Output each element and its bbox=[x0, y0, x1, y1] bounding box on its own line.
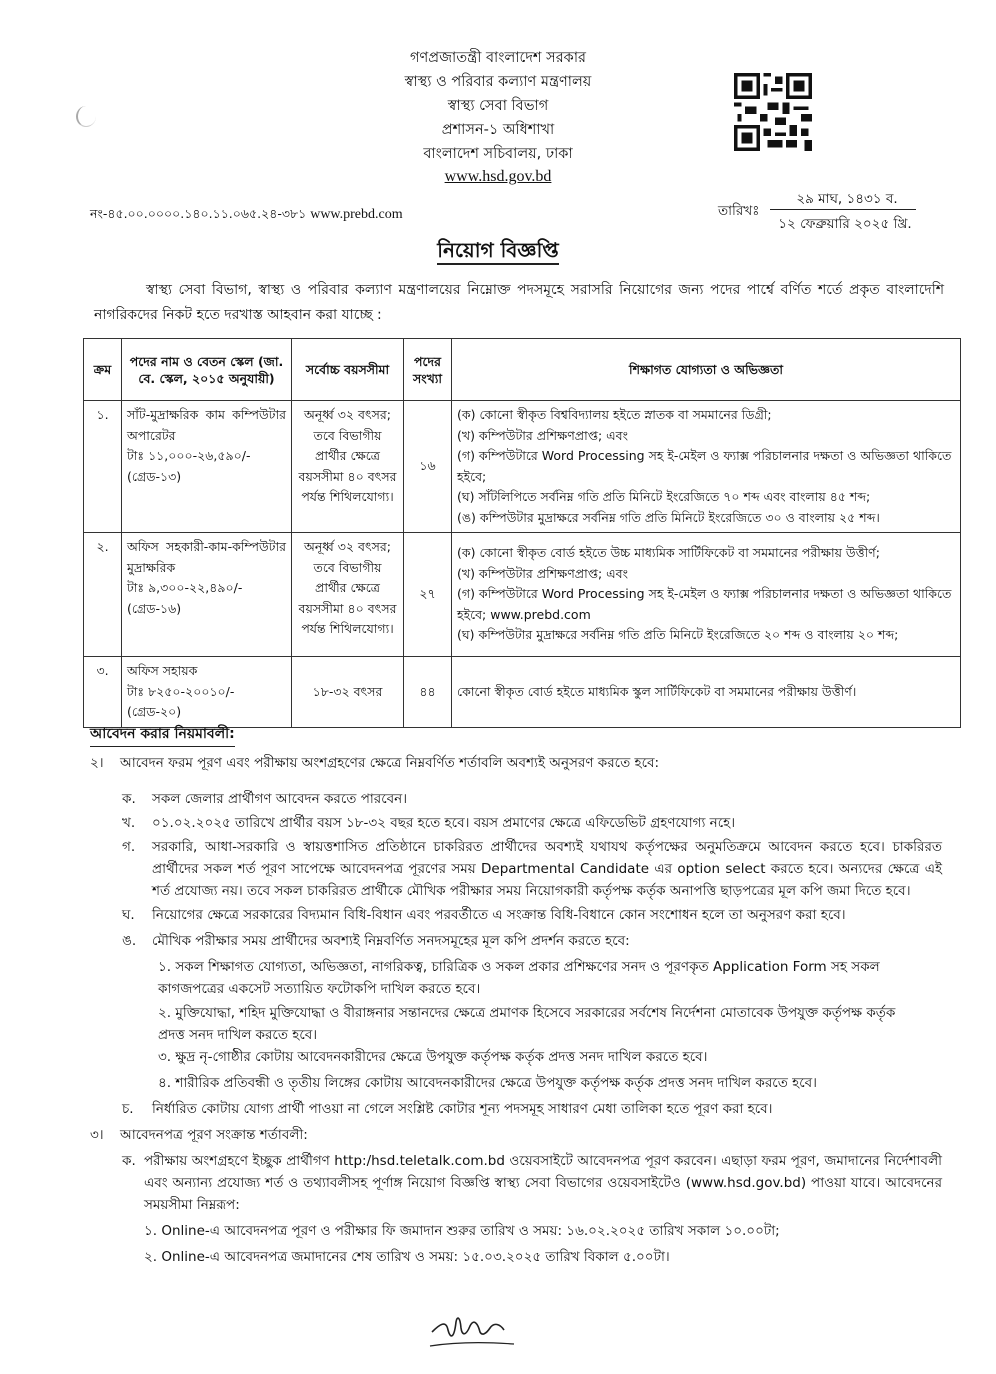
watermark-text: www.prebd.com bbox=[310, 207, 403, 222]
row-post bbox=[122, 401, 292, 533]
header-wing: প্রশাসন-১ অধিশাখা bbox=[441, 122, 555, 138]
rule-section-2 bbox=[90, 752, 950, 774]
rule-item bbox=[122, 788, 942, 810]
qualification-item: (খ) কম্পিউটার প্রশিক্ষণপ্রাপ্ত; এবং bbox=[457, 565, 629, 581]
rule-text: পরীক্ষায় অংশগ্রহণে ইচ্ছুক প্রার্থীগণ http:/hsd.teletalk.com.bd ওয়েবসাইটে আবেদনপত্র পূরণ করবেন। এছাড়া ফরম পূরণ, জমাদানের নির্দেশাবলী এবং অন্যান্য প্রযোজ্য শর্ত ও তথ্যাবলীসহ পূর্ণাঙ্গ নিয়োগ বিজ্ঞপ্তি স্বাস্থ্য সেবা বিভাগের ওয়েবসাইটেও (www.hsd.gov.bd) পাওয়া যাবে। আবেদনের সময়সীমা নিম্নরূপ: bbox=[144, 1153, 942, 1213]
table-row bbox=[84, 533, 961, 657]
row-count: ১৬ bbox=[404, 401, 452, 533]
rule-item bbox=[122, 930, 942, 952]
post-grade: (গ্রেড-২০) bbox=[127, 704, 182, 719]
rule-mark: ঙ. bbox=[122, 933, 137, 949]
rule-item bbox=[122, 836, 942, 902]
header-count: পদের সংখ্যা bbox=[404, 339, 452, 401]
rule-section-3 bbox=[90, 1124, 950, 1146]
row-age: অনূর্ধ্ব ৩২ বৎসর; তবে বিভাগীয় প্রার্থীর ক্ষেত্রে বয়সসীমা ৪০ বৎসর পর্যন্ত শিথিলযোগ্য। bbox=[292, 533, 404, 657]
date-english: ১২ ফেব্রুয়ারি ২০২৫ খ্রি. bbox=[778, 216, 912, 232]
rule-text: নির্ধারিত কোটায় যোগ্য প্রার্থী পাওয়া না গেলে সংশ্লিষ্ট কোটার শূন্য পদসমূহ সাধারণ মেধা তালিকা হতে পূরণ করা হবে। bbox=[152, 1101, 773, 1117]
row-qualifications bbox=[452, 533, 961, 657]
table-header-row bbox=[84, 339, 961, 401]
row-serial: ২. bbox=[84, 533, 122, 657]
row-count: ৪৪ bbox=[404, 657, 452, 728]
qualification-item: কোনো স্বীকৃত বোর্ড হইতে মাধ্যমিক স্কুল সার্টিফিকেট বা সমমানের পরীক্ষায় উত্তীর্ণ। bbox=[457, 683, 857, 699]
rule-text: সকল জেলার প্রার্থীগণ আবেদন করতে পারবেন। bbox=[152, 791, 408, 807]
header-division: স্বাস্থ্য সেবা বিভাগ bbox=[447, 98, 549, 114]
row-post bbox=[122, 657, 292, 728]
qualification-item: (ক) কোনো স্বীকৃত বিশ্ববিদ্যালয় হইতে স্নাতক বা সমমানের ডিগ্রী; bbox=[457, 407, 772, 422]
deadline-start: ১. Online-এ আবেদনপত্র পূরণ ও পরীক্ষার ফি জমাদান শুরুর তারিখ ও সময়: ১৬.০২.২০২৫ তারিখ সকাল ১০.০০টা; bbox=[144, 1223, 780, 1239]
post-name: অফিস সহকারী-কাম-কম্পিউটার মুদ্রাক্ষরিক bbox=[127, 539, 286, 575]
notice-title bbox=[0, 236, 996, 269]
row-age: ১৮-৩২ বৎসর bbox=[292, 657, 404, 728]
sub-rule-item: ৩. ক্ষুদ্র নৃ-গোষ্ঠীর কোটায় আবেদনকারীদের ক্ষেত্রে উপযুক্ত কর্তৃপক্ষ কর্তৃক প্রদত্ত সনদ দাখিল করতে হবে। bbox=[158, 1049, 708, 1065]
rule-mark: ক. bbox=[122, 791, 136, 807]
post-grade: (গ্রেড-১৬) bbox=[127, 600, 182, 616]
row-age: অনূর্ধ্ব ৩২ বৎসর; তবে বিভাগীয় প্রার্থীর ক্ষেত্রে বয়সসীমা ৪০ বৎসর পর্যন্ত শিথিলযোগ্য। bbox=[292, 401, 404, 533]
rule-mark: ঘ. bbox=[122, 907, 135, 923]
post-name: অফিস সহায়ক bbox=[127, 663, 198, 678]
deadline-end: ২. Online-এ আবেদনপত্র জমাদানের শেষ তারিখ ও সময়: ১৫.০৩.২০২৫ তারিখ বিকাল ৫.০০টা। bbox=[144, 1249, 670, 1265]
section-number: ২। bbox=[90, 755, 104, 771]
qualification-item: (খ) কম্পিউটার প্রশিক্ষণপ্রাপ্ত; এবং bbox=[457, 427, 629, 443]
date-bangla: ২৯ মাঘ, ১৪৩১ ব. bbox=[796, 191, 898, 207]
rule-item bbox=[122, 904, 942, 926]
rule-item bbox=[122, 812, 942, 834]
header-post: পদের নাম ও বেতন স্কেল (জা. বে. স্কেল, ২০১৫ অনুযায়ী) bbox=[122, 339, 292, 401]
header-ministry: স্বাস্থ্য ও পরিবার কল্যাণ মন্ত্রণালয় bbox=[404, 74, 592, 90]
qualification-item: (ঙ) কম্পিউটার মুদ্রাক্ষরে সর্বনিম্ন গতি প্রতি মিনিটে ইংরেজিতে ৩০ ও বাংলায় ২৫ শব্দ। bbox=[457, 509, 880, 525]
row-serial: ১. bbox=[84, 401, 122, 533]
rule-item bbox=[122, 1150, 942, 1216]
header-qualification: শিক্ষাগত যোগ্যতা ও অভিজ্ঞতা bbox=[452, 339, 961, 401]
section-text: আবেদন ফরম পূরণ এবং পরীক্ষায় অংশগ্রহণের ক্ষেত্রে নিম্নবর্ণিত শর্তাবলি অবশ্যই অনুসরণ করতে হবে: bbox=[120, 755, 660, 771]
row-qualifications bbox=[452, 401, 961, 533]
signature-icon bbox=[426, 1302, 516, 1352]
rule-text: ০১.০২.২০২৫ তারিখে প্রার্থীর বয়স ১৮-৩২ বছর হতে হবে। বয়স প্রমাণের ক্ষেত্রে এফিডেভিট গ্রহণযোগ্য নহে। bbox=[152, 815, 736, 831]
qr-code-icon bbox=[734, 70, 812, 154]
section-number: ৩। bbox=[90, 1127, 104, 1143]
header-government: গণপ্রজাতন্ত্রী বাংলাদেশ সরকার bbox=[409, 50, 586, 66]
rule-mark: গ. bbox=[122, 839, 136, 855]
date-divider bbox=[770, 209, 916, 210]
sub-rule-item: ২. মুক্তিযোদ্ধা, শহিদ মুক্তিযোদ্ধা ও বীরাঙ্গনার সন্তানদের ক্ষেত্রে প্রমাণক হিসেবে সরকারের সর্বশেষ নির্দেশনা মোতাবেক উপযুক্ত কর্তৃপক্ষ কর্তৃক প্রদত্ত সনদ দাখিল করতে হবে। bbox=[158, 1005, 896, 1043]
header-age: সর্বোচ্চ বয়সসীমা bbox=[292, 339, 404, 401]
table-row bbox=[84, 657, 961, 728]
row-count: ২৭ bbox=[404, 533, 452, 657]
post-grade: (গ্রেড-১৩) bbox=[127, 468, 182, 484]
post-pay: টাঃ ৮২৫০-২০০১০/- bbox=[127, 683, 235, 699]
rule-text: মৌখিক পরীক্ষার সময় প্রার্থীদের অবশ্যই নিম্নবর্ণিত সনদসমূহের মূল কপি প্রদর্শন করতে হবে: bbox=[152, 933, 630, 949]
post-pay: টাঃ ১১,০০০-২৬,৫৯০/- bbox=[127, 448, 251, 463]
rules-title: আবেদন করার নিয়মাবলী: bbox=[90, 722, 235, 747]
rule-mark: ক. bbox=[122, 1153, 136, 1169]
row-post bbox=[122, 533, 292, 657]
qualification-item: (ঘ) সাঁটলিপিতে সর্বনিম্ন গতি প্রতি মিনিটে ইংরেজিতে ৭০ শব্দ এবং বাংলায় ৪৫ শব্দ; bbox=[457, 489, 871, 504]
qualification-item: (ঘ) কম্পিউটার মুদ্রাক্ষরে সর্বনিম্ন গতি প্রতি মিনিটে ইংরেজিতে ২০ শব্দ ও বাংলায় ২০ শব্দ; bbox=[457, 627, 899, 643]
header-website-link[interactable]: www.hsd.gov.bd bbox=[444, 168, 552, 185]
sub-rule-item: ১. সকল শিক্ষাগত যোগ্যতা, অভিজ্ঞতা, নাগরিকত্ব, চারিত্রিক ও সকল প্রকার প্রশিক্ষণের সনদ ও পূরণকৃত Application Form সহ সকল কাগজপত্রের একসেট সত্যায়িত ফটোকপি দাখিল করতে হবে। bbox=[158, 959, 880, 997]
row-qualifications bbox=[452, 657, 961, 728]
qualification-item: (গ) কম্পিউটারে Word Processing সহ ই-মেইল ও ফ্যাক্স পরিচালনার দক্ষতা ও অভিজ্ঞতা থাকিতে হইবে; bbox=[457, 448, 952, 484]
rule-mark: চ. bbox=[122, 1101, 134, 1117]
header-secretariat: বাংলাদেশ সচিবালয়, ঢাকা bbox=[423, 146, 573, 162]
posts-table bbox=[83, 338, 961, 728]
date-label: তারিখঃ bbox=[718, 203, 760, 219]
header-serial: ক্রম bbox=[84, 339, 122, 401]
rule-item bbox=[122, 1098, 942, 1120]
scan-smudge bbox=[76, 106, 96, 127]
rule-text: নিয়োগের ক্ষেত্রে সরকারের বিদ্যমান বিধি-বিধান এবং পরবর্তীতে এ সংক্রান্ত বিধি-বিধানে কোন সংশোধন হলে তা অনুসরণ করা হবে। bbox=[152, 907, 846, 923]
sub-rule-item: ৪. শারীরিক প্রতিবন্ধী ও তৃতীয় লিঙ্গের কোটায় আবেদনকারীদের ক্ষেত্রে উপযুক্ত কর্তৃপক্ষ কর্তৃক প্রদত্ত সনদ দাখিল করতে হবে। bbox=[158, 1075, 817, 1091]
qualification-item: (ক) কোনো স্বীকৃত বোর্ড হইতে উচ্চ মাধ্যমিক সার্টিফিকেট বা সমমানের পরীক্ষায় উত্তীর্ণ; bbox=[457, 545, 880, 561]
notice-title-text: নিয়োগ বিজ্ঞপ্তি bbox=[437, 238, 559, 265]
memo-number: নং-৪৫.০০.০০০০.১৪০.১১.০৬৫.২৪-৩৮১ bbox=[90, 206, 307, 221]
memo-reference bbox=[90, 206, 403, 226]
intro-paragraph: স্বাস্থ্য সেবা বিভাগ, স্বাস্থ্য ও পরিবার কল্যাণ মন্ত্রণালয়ের নিম্নোক্ত পদসমূহে সরাসরি নিয়োগের জন্য পদের পার্শ্বে বর্ণিত শর্তে প্রকৃত বাংলাদেশি নাগরিকদের নিকট হতে দরখাস্ত আহবান করা যাচ্ছে : bbox=[94, 282, 944, 323]
qualification-item: (গ) কম্পিউটারে Word Processing সহ ই-মেইল ও ফ্যাক্স পরিচালনার দক্ষতা ও অভিজ্ঞতা থাকিতে হইবে; www.prebd.com bbox=[457, 586, 952, 622]
post-pay: টাঃ ৯,৩০০-২২,৪৯০/- bbox=[127, 580, 243, 595]
rule-mark: খ. bbox=[122, 815, 136, 831]
row-serial: ৩. bbox=[84, 657, 122, 728]
table-row bbox=[84, 401, 961, 533]
rule-text: সরকারি, আধা-সরকারি ও স্বায়ত্তশাসিত প্রতিষ্ঠানে চাকরিরত প্রার্থীদের অবশ্যই যথাযথ কর্তৃপক্ষের অনুমতিক্রমে আবেদন করতে হবে। চাকরিরত প্রার্থীদের সকল শর্ত পূরণ সাপেক্ষে আবেদনপত্র পূরণের সময় Departmental Candidate এর option select করতে হবে। অন্যদের ক্ষেত্রে এই শর্ত প্রযোজ্য নয়। তবে সকল চাকরিরত প্রার্থীকে মৌখিক পরীক্ষার সময় নিয়োগকারী কর্তৃপক্ষ কর্তৃক অনাপত্তি ছাড়পত্রের মূল কপি জমা দিতে হবে। bbox=[152, 839, 942, 899]
post-name: সাঁট-মুদ্রাক্ষরিক কাম কম্পিউটার অপারেটর bbox=[127, 407, 286, 443]
section-text: আবেদনপত্র পূরণ সংক্রান্ত শর্তাবলী: bbox=[120, 1127, 308, 1143]
